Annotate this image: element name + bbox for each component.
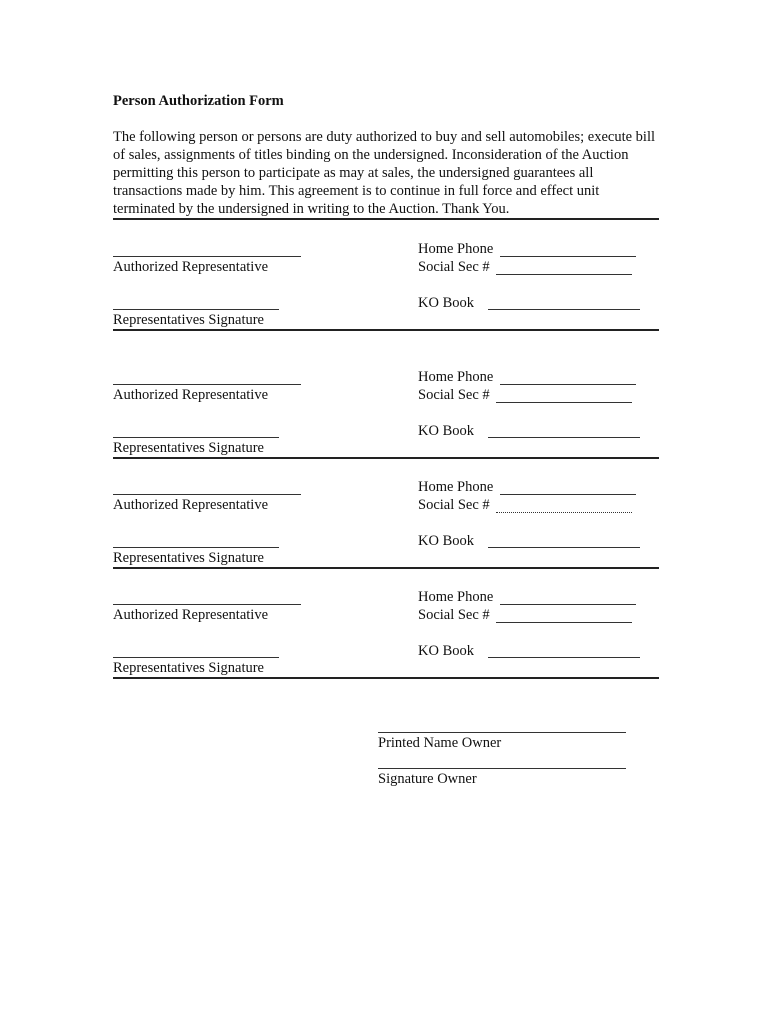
- authorized-rep-field[interactable]: [113, 256, 301, 257]
- intro-paragraph: The following person or persons are duty authorized to buy and sell automobiles; execute bill of sales, assignments of titles binding on the undersigned. Inconsideration of the Auction permitting this person to participate as may at sales, the undersigned guarantees all transactions made by him. This agreement is to continue in full force and effect unit terminated by the undersigned in writing to the Auction. Thank You.: [113, 129, 656, 217]
- social-sec-label: Social Sec #: [418, 387, 490, 403]
- authorized-rep-label: Authorized Representative: [113, 607, 269, 623]
- section-divider: [113, 567, 659, 569]
- section-divider: [113, 218, 659, 220]
- authorized-rep-field[interactable]: [113, 384, 301, 385]
- social-sec-field[interactable]: [496, 402, 632, 403]
- ko-book-field[interactable]: [488, 437, 640, 438]
- authorized-rep-field[interactable]: [113, 604, 301, 605]
- home-phone-label: Home Phone: [418, 241, 494, 257]
- rep-signature-label: Representatives Signature: [113, 550, 264, 566]
- authorized-rep-label: Authorized Representative: [113, 497, 269, 513]
- home-phone-label: Home Phone: [418, 479, 494, 495]
- section-divider: [113, 457, 659, 459]
- section-divider: [113, 677, 659, 679]
- social-sec-field[interactable]: [496, 274, 632, 275]
- rep-signature-field[interactable]: [113, 437, 279, 438]
- home-phone-label: Home Phone: [418, 589, 494, 605]
- ko-book-field[interactable]: [488, 657, 640, 658]
- home-phone-field[interactable]: [500, 256, 636, 257]
- rep-signature-field[interactable]: [113, 657, 279, 658]
- home-phone-field[interactable]: [500, 604, 636, 605]
- authorized-rep-label: Authorized Representative: [113, 387, 269, 403]
- authorized-rep-label: Authorized Representative: [113, 259, 269, 275]
- ko-book-field[interactable]: [488, 309, 640, 310]
- social-sec-label: Social Sec #: [418, 259, 490, 275]
- printed-name-owner-field[interactable]: [378, 732, 626, 733]
- ko-book-field[interactable]: [488, 547, 640, 548]
- rep-signature-label: Representatives Signature: [113, 660, 264, 676]
- rep-signature-field[interactable]: [113, 309, 279, 310]
- section-divider: [113, 329, 659, 331]
- rep-signature-label: Representatives Signature: [113, 312, 264, 328]
- signature-owner-field[interactable]: [378, 768, 626, 769]
- home-phone-label: Home Phone: [418, 369, 494, 385]
- printed-name-owner-label: Printed Name Owner: [378, 735, 502, 751]
- home-phone-field[interactable]: [500, 384, 636, 385]
- social-sec-field[interactable]: [496, 512, 632, 513]
- ko-book-label: KO Book: [418, 643, 474, 659]
- form-title: Person Authorization Form: [113, 93, 284, 109]
- rep-signature-label: Representatives Signature: [113, 440, 264, 456]
- social-sec-label: Social Sec #: [418, 607, 490, 623]
- ko-book-label: KO Book: [418, 533, 474, 549]
- signature-owner-label: Signature Owner: [378, 771, 477, 787]
- home-phone-field[interactable]: [500, 494, 636, 495]
- rep-signature-field[interactable]: [113, 547, 279, 548]
- ko-book-label: KO Book: [418, 423, 474, 439]
- social-sec-field[interactable]: [496, 622, 632, 623]
- ko-book-label: KO Book: [418, 295, 474, 311]
- social-sec-label: Social Sec #: [418, 497, 490, 513]
- authorized-rep-field[interactable]: [113, 494, 301, 495]
